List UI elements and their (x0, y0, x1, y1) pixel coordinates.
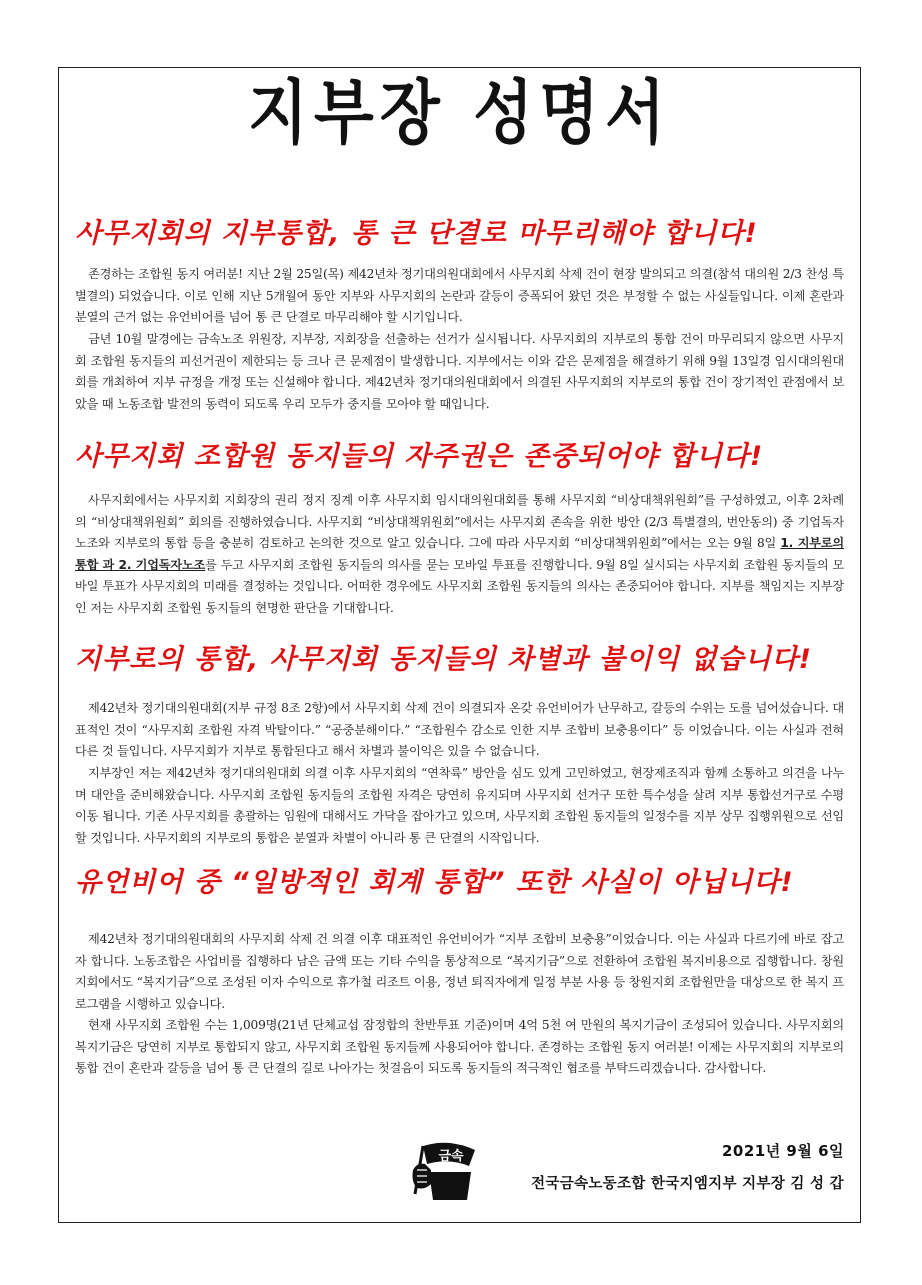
statement-date: 2021년 9월 6일 (721, 1142, 844, 1160)
fist-flag-logo-icon (409, 1136, 479, 1202)
section-1-paragraph-1: 존경하는 조합원 동지 여러분! 지난 2월 25일(목) 제42년차 정기대의원대회에서 사무지회 삭제 건이 현장 발의되고 의결(참석 대의원 2/3 찬성 특별결의) 되었습니다. 이로 인해 지난 5개월여 동안 지부와 사무지회의 논란과 갈등이 증폭되어 왔던 것은 부정할 수 없는 사실들입니다. 이제 혼란과 분열의 근거 없는 유언비어를 넘어 통 큰 단결로 마무리해야 할 시기입니다. (75, 267, 844, 325)
section-2-text-tail: 를 두고 사무지회 조합원 동지들의 의사를 묻는 모바일 투표를 진행합니다. 9월 8일 실시되는 사무지회 조합원 동지들의 모바일 투표가 사무지회의 미래를 결정하는 것입니다. 어떠한 경우에도 사무지회 조합원 동지들의 의사는 존중되어야 합니다. 지부를 책임지는 지부장인 저는 사무지회 조합원 동지들의 현명한 판단을 기대합니다. (75, 557, 844, 615)
logo-text: 금속 (438, 1149, 464, 1164)
section-4-heading: 유언비어 중 “일방적인 회계 통합” 또한 사실이 아닙니다! (75, 867, 794, 898)
signature: 전국금속노동조합 한국지엠지부 지부장 김 성 갑 (531, 1176, 844, 1192)
section-1-paragraph-2: 금년 10월 말경에는 금속노조 위원장, 지부장, 지회장을 선출하는 선거가 실시됩니다. 사무지회의 지부로의 통합 건이 마무리되지 않으면 사무지회 조합원 동지들의 피선거권이 제한되는 등 크나 큰 문제점이 발생합니다. 지부에서는 이와 같은 문제점을 해결하기 위해 9월 13일경 임시대의원대회를 개최하여 지부 규정을 개정 또는 신설해야 합니다. 제42년차 정기대의원대회에서 의결된 사무지회의 지부로의 통합 건이 장기적인 관점에서 보았을 때 노동조합 발전의 동력이 되도록 우리 모두가 중지를 모아야 할 때입니다. (75, 332, 844, 411)
section-2-text: 사무지회에서는 사무지회 지회장의 권리 정지 징계 이후 사무지회 임시대의원대회를 통해 사무지회 “비상대책위원회”를 구성하였고, 이후 2차례의 “비상대책위원회” 회의를 진행하였습니다. 사무지회 “비상대책위원회”에서는 사무지회 존속을 위한 방안 (2/3 특별결의, 번안동의) 중 기업독자노조와 지부로의 통합 등을 충분히 검토하고 논의한 것으로 알고 있습니다. 그에 따라 사무지회 “비상대책위원회”에서는 오는 9월 8일 (75, 493, 844, 551)
section-3-heading: 지부로의 통합, 사무지회 동지들의 차별과 불이익 없습니다! (75, 644, 812, 675)
page-title: 지부장 성명서 (248, 71, 671, 154)
section-3-paragraph-1: 제42년차 정기대의원대회(지부 규정 8조 2항)에서 사무지회 삭제 건이 의결되자 온갖 유언비어가 난무하고, 갈등의 수위는 도를 넘어섰습니다. 대표적인 것이 “사무지회 조합원 자격 박탈이다.” “공중분해이다.” “조합원수 감소로 인한 지부 조합비 보충용이다” 등 이었습니다. 이는 사실과 전혀 다른 것 들입니다. 사무지회가 지부로 통합된다고 해서 차별과 불이익은 있을 수 없습니다. (75, 701, 844, 759)
section-4-paragraph-1: 제42년차 정기대의원대회의 사무지회 삭제 건 의결 이후 대표적인 유언비어가 “지부 조합비 보충용”이었습니다. 이는 사실과 다르기에 바로 잡고자 합니다. 노동조합은 사업비를 집행하다 남은 금액 또는 기타 수익을 통상적으로 “복지기금”으로 전환하여 조합원 복지비용으로 집행합니다. 창원지회에서도 “복지기금”으로 조성된 이자 수익으로 휴가철 리조트 이용, 정년 퇴직자에게 일정 부분 사용 등 창원지회 조합원만을 대상으로 한 복지 프로그램을 시행하고 있습니다. (75, 932, 844, 1011)
statement-frame (58, 67, 861, 1223)
section-2-heading: 사무지회 조합원 동지들의 자주권은 존중되어야 합니다! (75, 441, 764, 472)
section-3-paragraph-2: 지부장인 저는 제42년차 정기대의원대회 의결 이후 사무지회의 “연착륙” 방안을 심도 있게 고민하였고, 현장제조직과 함께 소통하고 의견을 나누며 대안을 준비해왔습니다. 사무지회 조합원 동지들의 조합원 자격은 당연히 유지되며 사무지회 선거구 또한 특수성을 살려 지부 통합선거구로 수평이동 됩니다. 기존 사무지회를 총괄하는 임원에 대해서도 가닥을 잡아가고 있으며, 사무지회 조합원 동지들의 일정수를 지부 상무 집행위원으로 선임할 것입니다. 사무지회의 지부로의 통합은 분열과 차별이 아니라 통 큰 단결의 시작입니다. (75, 766, 844, 845)
section-2-paragraph-1 (75, 490, 844, 620)
section-4-paragraph-2: 현재 사무지회 조합원 수는 1,009명(21년 단체교섭 잠정합의 찬반투표 기준)이며 4억 5천 여 만원의 복지기금이 조성되어 있습니다. 사무지회의 복지기금은 당연히 지부로 통합되지 않고, 사무지회 조합원 동지들께 사용되어야 합니다. 존경하는 조합원 동지 여러분! 이제는 사무지회의 지부로의 통합 건이 혼란과 갈등을 넘어 통 큰 단결의 길로 나아가는 첫걸음이 되도록 동지들의 적극적인 협조를 부탁드리겠습니다. 감사합니다. (75, 1018, 844, 1076)
section-1-heading: 사무지회의 지부통합, 통 큰 단결로 마무리해야 합니다! (75, 218, 758, 249)
vote-options-emphasis: 1. 지부로의 통합 과 2. 기업독자노조 (75, 536, 845, 572)
